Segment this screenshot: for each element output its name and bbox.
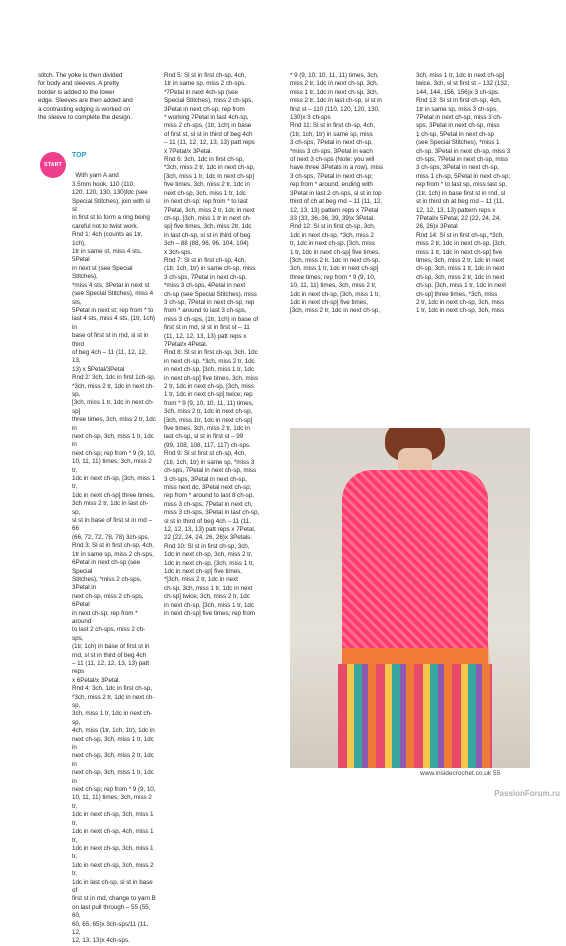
footer-site-link[interactable]: www.insidecrochet.co.uk <box>420 770 492 777</box>
column-3-text: * 9 (9, 10, 10, 11, 11) times, 3ch, miss 2 tr, 1dc in next ch-sp, 3ch, miss 1 tr, 1dc in next ch-sp, 3ch, miss 2 tr, 1dc in last ch-sp, sl st in first st – 110 (110, 120, 120, 130, 130)x 3 ch-sps Rnd 11: Sl st in first ch-sp, 4ch, (1tr, 1ch, 1tr) in same sp, miss 3 ch-sps, 7Petal in next ch-sp, *miss 3 ch-sps, 3Petal in each of next 3 ch-sps (Note: you will have three 3Petals in a row), miss 3 ch-sps, 7Petal in next ch-sp; rep from * around, ending with 3Petal in last 2 ch-sps, sl st in top third of ch at beg rnd – 11 (11, 12, 12, 13, 13) pattern reps x 7Petal 33 (33, 36, 36, 39, 39)x 3Petal. Rnd 12: Sl st in first ch-sp, 3ch, 1dc in next ch-sp, *3ch, miss 2 tr, 1dc in next ch-sp, [3ch, miss 1 tr, 1dc in next ch-sp] five times, [3ch, miss 2 tr, 1dc in next ch-sp, 3ch, miss 1 tr, 1dc in next ch-sp] three times; rep from * 9 (9, 10, 10, 11, 11) times, 3ch, miss 2 tr, 1dc in next ch-sp, [3ch, miss 1 tr, 1dc in next ch-sp] five times, [3ch, miss 2 tr, 1dc in next ch-sp, <box>290 72 384 315</box>
top-strip <box>0 0 566 8</box>
column-1-text <box>72 164 156 946</box>
intro-paragraph: stitch. The yoke is then divided for body and sleeves. A pretty border is added to the lower edge. Sleeves are then added and a contrasting edging is worked on the sleeve to complete the design. <box>38 72 133 122</box>
column-1-body: With yarn A and 3.5mm hook, 110 (110, 120, 120, 130, 130)fdc (see Special Stitches), join with sl st in first st to form a ring being careful not to twist work. Rnd 1: 4ch (counts as 1tr, 1ch), 1tr in same st, miss 4 sts, 5Petal in next st (see Special Stitches), *miss 4 sts, 3Petal in next st (see Special Stitches), miss 4 sts, 5Petal in next st; rep from * to last 4 sts, miss 4 sts, (1tr, 1ch) in base of first st in rnd, sl st in third of beg 4ch – 11 (11, 12, 12, 13, 13) x 5Petal/3Petal Rnd 2: 3ch, 1dc in first 1ch-sp, *3ch, miss 2 tr, 1dc in next ch-sp, [3ch, miss 1 tr, 1dc in next ch-sp] three times, 3ch, miss 2 tr, 1dc in next ch-sp, 3ch, miss 1 tr, 1dc in next ch-sp; rep from * 9 (9, 10, 10, 11, 11) times, 3ch, miss 2 tr, 1dc in next ch-sp, [3ch, miss 1 tr, 1dc in next ch-sp] three times, 3ch miss 2 tr, 1dc in last ch-sp, sl st in base of first st in rnd – 66 (66, 72, 72, 78, 78) 3ch-sps. Rnd 3: Sl st in first ch-sp, 4ch, 1tr in same sp, miss 2 ch-sps, 6Petal in next ch-sp (see Special Stitches), *miss 2 ch-sps, 3Petal in next ch-sp, miss 2 ch-sps, 6Petal in next ch-sp; rep from * around to last 2 ch-sps, miss 2 ch-sps, (1tr, 1ch) in base of first st in rnd, sl st in third of beg 4ch – 11 (11, 12, 12, 13, 13) patt reps x 6Petal/x 3Petal. Rnd 4: 3ch, 1dc in first ch-sp, *3ch, miss 2 tr, 1dc in next ch-sp, 3ch, miss 1 tr, 1dc in next ch-sp, 4ch, miss (1tr, 1ch, 1tr), 1dc in next ch-sp, 3ch, miss 1 tr, 1dc in next ch-sp, 3ch, miss 2 tr, 1dc in next ch-sp, 3ch, miss 1 tr, 1dc in next ch-sp; rep from * 9 (9, 10, 10, 11, 11) times, 3ch, miss 2 tr, 1dc in next ch-sp, 3ch, miss 1 tr, 1dc in next ch-sp, 4ch, miss 1 tr, 1dc in next ch-sp, 3ch, miss 1 tr, 1dc in next ch-sp, 3ch, miss 2 tr, 1dc in last ch-sp, sl st in base of first st in rnd, change to yarn B on last pull through – 55 (55, 60, 60, 65, 65)x 3ch-sps/11 (11, 12, 12, 13, 13)x 4ch-sps. <box>72 172 156 945</box>
page-footer <box>420 770 500 777</box>
column-4-text: 3ch, miss 1 tr, 1dc in next ch-sp] twice, 3ch, sl st first st – 132 (132, 144, 144, 156, 156)x 3 ch-sps. Rnd 13: Sl st in first ch-sp, 4ch, 1tr in same sp, miss 3 ch-sps, 7Petal in next ch-sp, miss 3 ch- sps, 3Petal in next ch-sp, miss 1 ch-sp, 5Petal in next ch-sp (see Special Stitches), *miss 1 ch-sp, 3Petal in next ch-sp, miss 3 ch-sps, 7Petal in next ch-sp, miss 3 ch-sps, 3Petal in next ch-sp, miss 1 ch-sp, 5Petal in next ch-sp; rep from * to last sp, miss last sp, (1tr, 1ch) in base first st in rnd, sl st in third ch at beg rnd – 11 (11, 12, 12, 13, 13) pattern reps x 7Petal/x 5Petal, 22 (22, 24, 24, 26, 26)x 3Petal Rnd 14: Sl st in first ch-sp, *3ch, miss 2 tr, 1dc in next ch-sp, [3ch, miss 1 tr, 1dc in next ch-sp] five times, 3ch, miss 2 tr, 1dc in next ch-sp, 3ch, miss 1 tr, 1dc in next ch-sp, 3ch, miss 2 tr, 1dc in next ch-sp, [3ch, miss 1 tr, 1dc in next ch-sp] three times, *3ch, miss 2 tr, 1dc in next ch-sp, 3ch, miss 1 tr, 1dc in next ch-sp, 3ch, miss <box>416 72 511 315</box>
striped-skirt <box>338 664 492 768</box>
crochet-top-garment <box>342 470 488 660</box>
footer-page-number: 55 <box>492 770 501 777</box>
column-2-text: Rnd 5: Sl st in first ch-sp, 4ch, 1tr in same sp, miss 2 ch-sps, *7Petal in next 4ch-sp (see Special Stitches), miss 2 ch-sps, 3Petal in next ch-sp; rep from * working 7Petal in last 4ch-sp, miss 2 ch-sps, (1tr, 1ch) in base of first st, sl st in third of beg 4ch – 11 (11, 12, 12, 13, 13) patt reps x 7Petal/x 3Petal. Rnd 6: 3ch, 1dc in first ch-sp, *3ch, miss 2 tr, 1dc in next ch-sp, [3ch, miss 1 tr, 1dc in next ch-sp] five times, 3ch, miss 2 tr, 1dc in next ch-sp, 3ch, miss 1 tr, 1dc in next ch-sp; rep from * to last 7Petal, 3ch, miss 2 tr, 1dc in next ch-sp, [3ch, miss 1 tr in next ch- sp] five times, 3ch, miss 2tr, 1dc in last ch-sp, sl st in third of beg 3ch – 88 (88, 96, 96, 104, 104) x 3ch-sps. Rnd 7: Sl st in first ch-sp, 4ch, (1tr, 1ch, 1tr) in same ch-sp, miss 3 ch-sps, 7Petal in next ch-sp, *miss 3 ch-sps, 4Petal in next ch-sp (see Special Stitches), miss 3 ch-sp, 7Petal in next ch-sp; rep from * around to last 3 ch-sps, miss 3 ch-sps, (1tr, 1ch) in base of first st in rnd, sl st in first st – 11 (11, 12, 12, 13, 13) patt reps x 7Petal/x 4Petal. Rnd 8: Sl st in first ch-sp, 3ch, 1dc in next ch-sp, *3ch, miss 2 tr, 1dc in next ch-sp, [3ch, miss 1 tr, 1dc in next ch-sp] five times, 3ch, miss 2 tr, 1dc in next ch-sp, [3ch, miss 1 tr, 1dc in next ch-sp] twice; rep from * 9 (9, 10, 10, 11, 11) times, 3ch, miss 2 tr, 1dc in next ch-sp, [3ch, miss 1tr, 1dc in next ch-sp] five times, 3ch, miss 2 tr, 1dc in last ch-sp, sl st in first st – 99 (99, 108, 108, 117, 117) ch-sps. Rnd 9: Sl st first st ch-sp, 4ch, (1tr, 1ch, 1tr) in same sp, *miss 3 ch-sps, 7Petal in next ch-sp, miss 3 ch-sps, 3Petal in next ch-sp, miss next dc, 3Petal next ch-sp; rep from * around to last 8 ch-sp, miss 3 ch-sps, 7Petal in next ch, miss 3 ch-sps, 3Petal in last ch-sp, sl st in third of beg 4ch – 11 (11, 12, 12, 13, 13) patt reps x 7Petal, 22 (22, 24, 24, 26, 26)x 3Petals. Rnd 10: Sl st in first ch-sp, 3ch, 1dc in next ch-sp, 3ch, miss 2 tr, 1dc in next ch-sp, [3ch, miss 1 tr, 1dc in next ch-sp] five times, *[3ch, miss 2 tr, 1dc in next ch-sp, 3ch, miss 1 tr, 1dc in next ch-sp] twice, 3ch, miss 2 tr, 1dc in next ch-sp, [3ch, miss 1 tr, 1dc in next ch-sp] five times; rep from <box>164 72 260 617</box>
section-heading-top: TOP <box>72 152 87 159</box>
model-photo <box>290 428 530 768</box>
start-badge: START <box>40 152 66 178</box>
watermark: PassionForum.ru <box>494 789 560 798</box>
